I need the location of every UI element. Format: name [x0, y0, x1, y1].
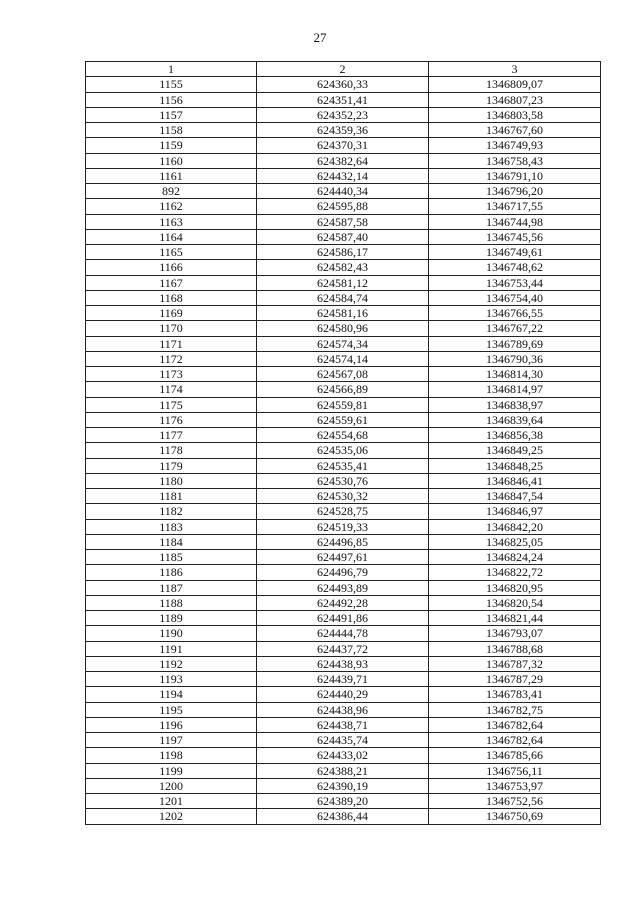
x-coordinate-cell: 624437,72: [257, 641, 429, 656]
point-number-cell: 1176: [86, 412, 257, 427]
y-coordinate-cell: 1346744,98: [429, 214, 601, 229]
table-row: [86, 794, 601, 809]
point-number-cell: 1177: [86, 428, 257, 443]
x-coordinate-cell: 624587,40: [257, 229, 429, 244]
y-coordinate-cell: 1346753,44: [429, 275, 601, 290]
point-number-cell: 1185: [86, 550, 257, 565]
point-number-cell: 1183: [86, 519, 257, 534]
table-row: [86, 611, 601, 626]
y-coordinate-cell: 1346838,97: [429, 397, 601, 412]
point-number-cell: 1189: [86, 611, 257, 626]
x-coordinate-cell: 624388,21: [257, 763, 429, 778]
x-coordinate-cell: 624444,78: [257, 626, 429, 641]
table-row: [86, 382, 601, 397]
x-coordinate-cell: 624492,28: [257, 595, 429, 610]
page-number: 27: [313, 30, 327, 45]
x-coordinate-cell: 624432,14: [257, 168, 429, 183]
point-number-cell: 1156: [86, 92, 257, 107]
point-number-cell: 1179: [86, 458, 257, 473]
table-row: [86, 550, 601, 565]
table-row: [86, 321, 601, 336]
column-header-3: 3: [429, 62, 601, 77]
point-number-cell: 1170: [86, 321, 257, 336]
y-coordinate-cell: 1346787,32: [429, 656, 601, 671]
y-coordinate-cell: 1346750,69: [429, 809, 601, 824]
point-number-cell: 1161: [86, 168, 257, 183]
point-number-cell: 1160: [86, 153, 257, 168]
y-coordinate-cell: 1346756,11: [429, 763, 601, 778]
x-coordinate-cell: 624566,89: [257, 382, 429, 397]
x-coordinate-cell: 624496,79: [257, 565, 429, 580]
table-row: [86, 748, 601, 763]
y-coordinate-cell: 1346782,64: [429, 733, 601, 748]
point-number-cell: 1187: [86, 580, 257, 595]
y-coordinate-cell: 1346767,60: [429, 123, 601, 138]
point-number-cell: 1159: [86, 138, 257, 153]
x-coordinate-cell: 624581,16: [257, 306, 429, 321]
x-coordinate-cell: 624370,31: [257, 138, 429, 153]
y-coordinate-cell: 1346790,36: [429, 351, 601, 366]
x-coordinate-cell: 624439,71: [257, 672, 429, 687]
x-coordinate-cell: 624351,41: [257, 92, 429, 107]
table-row: [86, 504, 601, 519]
y-coordinate-cell: 1346752,56: [429, 794, 601, 809]
point-number-cell: 1158: [86, 123, 257, 138]
table-row: [86, 153, 601, 168]
table-row: [86, 519, 601, 534]
x-coordinate-cell: 624435,74: [257, 733, 429, 748]
y-coordinate-cell: 1346814,97: [429, 382, 601, 397]
point-number-cell: 1162: [86, 199, 257, 214]
table-row: [86, 336, 601, 351]
table-row: [86, 107, 601, 122]
x-coordinate-cell: 624433,02: [257, 748, 429, 763]
point-number-cell: 1174: [86, 382, 257, 397]
y-coordinate-cell: 1346753,97: [429, 778, 601, 793]
y-coordinate-cell: 1346793,07: [429, 626, 601, 641]
table-row: [86, 77, 601, 92]
point-number-cell: 1196: [86, 717, 257, 732]
table-row: [86, 290, 601, 305]
point-number-cell: 1186: [86, 565, 257, 580]
table-row: [86, 214, 601, 229]
table-row: [86, 733, 601, 748]
table-row: [86, 229, 601, 244]
point-number-cell: 1157: [86, 107, 257, 122]
point-number-cell: 1163: [86, 214, 257, 229]
x-coordinate-cell: 624554,68: [257, 428, 429, 443]
x-coordinate-cell: 624580,96: [257, 321, 429, 336]
y-coordinate-cell: 1346789,69: [429, 336, 601, 351]
x-coordinate-cell: 624584,74: [257, 290, 429, 305]
x-coordinate-cell: 624491,86: [257, 611, 429, 626]
x-coordinate-cell: 624438,96: [257, 702, 429, 717]
y-coordinate-cell: 1346846,41: [429, 473, 601, 488]
point-number-cell: 1175: [86, 397, 257, 412]
x-coordinate-cell: 624382,64: [257, 153, 429, 168]
table-row: [86, 702, 601, 717]
y-coordinate-cell: 1346839,64: [429, 412, 601, 427]
table-row: [86, 473, 601, 488]
point-number-cell: 1165: [86, 245, 257, 260]
point-number-cell: 1181: [86, 489, 257, 504]
table-row: [86, 184, 601, 199]
table-row: [86, 92, 601, 107]
x-coordinate-cell: 624574,34: [257, 336, 429, 351]
y-coordinate-cell: 1346809,07: [429, 77, 601, 92]
point-number-cell: 1193: [86, 672, 257, 687]
point-number-cell: 1201: [86, 794, 257, 809]
point-number-cell: 1180: [86, 473, 257, 488]
table-row: [86, 428, 601, 443]
x-coordinate-cell: 624530,76: [257, 473, 429, 488]
x-coordinate-cell: 624390,19: [257, 778, 429, 793]
x-coordinate-cell: 624587,58: [257, 214, 429, 229]
y-coordinate-cell: 1346822,72: [429, 565, 601, 580]
y-coordinate-cell: 1346824,24: [429, 550, 601, 565]
x-coordinate-cell: 624440,29: [257, 687, 429, 702]
y-coordinate-cell: 1346814,30: [429, 367, 601, 382]
point-number-cell: 1173: [86, 367, 257, 382]
y-coordinate-cell: 1346745,56: [429, 229, 601, 244]
table-row: [86, 397, 601, 412]
x-coordinate-cell: 624360,33: [257, 77, 429, 92]
coordinates-table: [85, 61, 601, 825]
x-coordinate-cell: 624535,06: [257, 443, 429, 458]
x-coordinate-cell: 624438,71: [257, 717, 429, 732]
point-number-cell: 1155: [86, 77, 257, 92]
y-coordinate-cell: 1346820,54: [429, 595, 601, 610]
y-coordinate-cell: 1346825,05: [429, 534, 601, 549]
y-coordinate-cell: 1346749,61: [429, 245, 601, 260]
table-row: [86, 123, 601, 138]
column-header-2: 2: [257, 62, 429, 77]
y-coordinate-cell: 1346796,20: [429, 184, 601, 199]
table-row: [86, 245, 601, 260]
y-coordinate-cell: 1346785,66: [429, 748, 601, 763]
y-coordinate-cell: 1346749,93: [429, 138, 601, 153]
y-coordinate-cell: 1346803,58: [429, 107, 601, 122]
table-row: [86, 367, 601, 382]
x-coordinate-cell: 624535,41: [257, 458, 429, 473]
x-coordinate-cell: 624528,75: [257, 504, 429, 519]
table-row: [86, 138, 601, 153]
point-number-cell: 1167: [86, 275, 257, 290]
x-coordinate-cell: 624438,93: [257, 656, 429, 671]
y-coordinate-cell: 1346717,55: [429, 199, 601, 214]
point-number-cell: 1202: [86, 809, 257, 824]
x-coordinate-cell: 624567,08: [257, 367, 429, 382]
table-row: [86, 458, 601, 473]
table-row: [86, 565, 601, 580]
table-row: [86, 443, 601, 458]
point-number-cell: 1166: [86, 260, 257, 275]
x-coordinate-cell: 624389,20: [257, 794, 429, 809]
point-number-cell: 1178: [86, 443, 257, 458]
y-coordinate-cell: 1346820,95: [429, 580, 601, 595]
point-number-cell: 1194: [86, 687, 257, 702]
table-row: [86, 763, 601, 778]
table-row: [86, 595, 601, 610]
y-coordinate-cell: 1346842,20: [429, 519, 601, 534]
x-coordinate-cell: 624440,34: [257, 184, 429, 199]
point-number-cell: 1198: [86, 748, 257, 763]
table-row: [86, 626, 601, 641]
table-row: [86, 809, 601, 824]
point-number-cell: 1200: [86, 778, 257, 793]
table-row: [86, 260, 601, 275]
x-coordinate-cell: 624559,61: [257, 412, 429, 427]
point-number-cell: 1169: [86, 306, 257, 321]
point-number-cell: 1190: [86, 626, 257, 641]
table-row: [86, 275, 601, 290]
table-body: [86, 77, 601, 824]
y-coordinate-cell: 1346767,22: [429, 321, 601, 336]
x-coordinate-cell: 624497,61: [257, 550, 429, 565]
point-number-cell: 1188: [86, 595, 257, 610]
y-coordinate-cell: 1346848,25: [429, 458, 601, 473]
table-row: [86, 717, 601, 732]
table-row: [86, 778, 601, 793]
point-number-cell: 1195: [86, 702, 257, 717]
table-row: [86, 351, 601, 366]
x-coordinate-cell: 624496,85: [257, 534, 429, 549]
table-row: [86, 656, 601, 671]
x-coordinate-cell: 624574,14: [257, 351, 429, 366]
point-number-cell: 1192: [86, 656, 257, 671]
x-coordinate-cell: 624359,36: [257, 123, 429, 138]
table-row: [86, 641, 601, 656]
y-coordinate-cell: 1346782,75: [429, 702, 601, 717]
point-number-cell: 1191: [86, 641, 257, 656]
table-row: [86, 672, 601, 687]
y-coordinate-cell: 1346807,23: [429, 92, 601, 107]
y-coordinate-cell: 1346846,97: [429, 504, 601, 519]
point-number-cell: 1168: [86, 290, 257, 305]
y-coordinate-cell: 1346782,64: [429, 717, 601, 732]
table-header-row: [86, 62, 601, 77]
x-coordinate-cell: 624586,17: [257, 245, 429, 260]
y-coordinate-cell: 1346821,44: [429, 611, 601, 626]
table-row: [86, 489, 601, 504]
table-row: [86, 199, 601, 214]
y-coordinate-cell: 1346791,10: [429, 168, 601, 183]
point-number-cell: 1164: [86, 229, 257, 244]
point-number-cell: 1184: [86, 534, 257, 549]
x-coordinate-cell: 624386,44: [257, 809, 429, 824]
point-number-cell: 1172: [86, 351, 257, 366]
y-coordinate-cell: 1346766,55: [429, 306, 601, 321]
x-coordinate-cell: 624582,43: [257, 260, 429, 275]
point-number-cell: 1197: [86, 733, 257, 748]
y-coordinate-cell: 1346783,41: [429, 687, 601, 702]
y-coordinate-cell: 1346754,40: [429, 290, 601, 305]
table-row: [86, 534, 601, 549]
y-coordinate-cell: 1346758,43: [429, 153, 601, 168]
x-coordinate-cell: 624530,32: [257, 489, 429, 504]
y-coordinate-cell: 1346849,25: [429, 443, 601, 458]
table-row: [86, 687, 601, 702]
y-coordinate-cell: 1346748,62: [429, 260, 601, 275]
y-coordinate-cell: 1346847,54: [429, 489, 601, 504]
point-number-cell: 1171: [86, 336, 257, 351]
x-coordinate-cell: 624595,88: [257, 199, 429, 214]
point-number-cell: 1182: [86, 504, 257, 519]
y-coordinate-cell: 1346788,68: [429, 641, 601, 656]
x-coordinate-cell: 624519,33: [257, 519, 429, 534]
point-number-cell: 892: [86, 184, 257, 199]
table-row: [86, 306, 601, 321]
y-coordinate-cell: 1346787,29: [429, 672, 601, 687]
y-coordinate-cell: 1346856,38: [429, 428, 601, 443]
column-header-1: 1: [86, 62, 257, 77]
x-coordinate-cell: 624581,12: [257, 275, 429, 290]
x-coordinate-cell: 624352,23: [257, 107, 429, 122]
table-row: [86, 168, 601, 183]
x-coordinate-cell: 624493,89: [257, 580, 429, 595]
x-coordinate-cell: 624559,81: [257, 397, 429, 412]
table-row: [86, 412, 601, 427]
point-number-cell: 1199: [86, 763, 257, 778]
table-row: [86, 580, 601, 595]
